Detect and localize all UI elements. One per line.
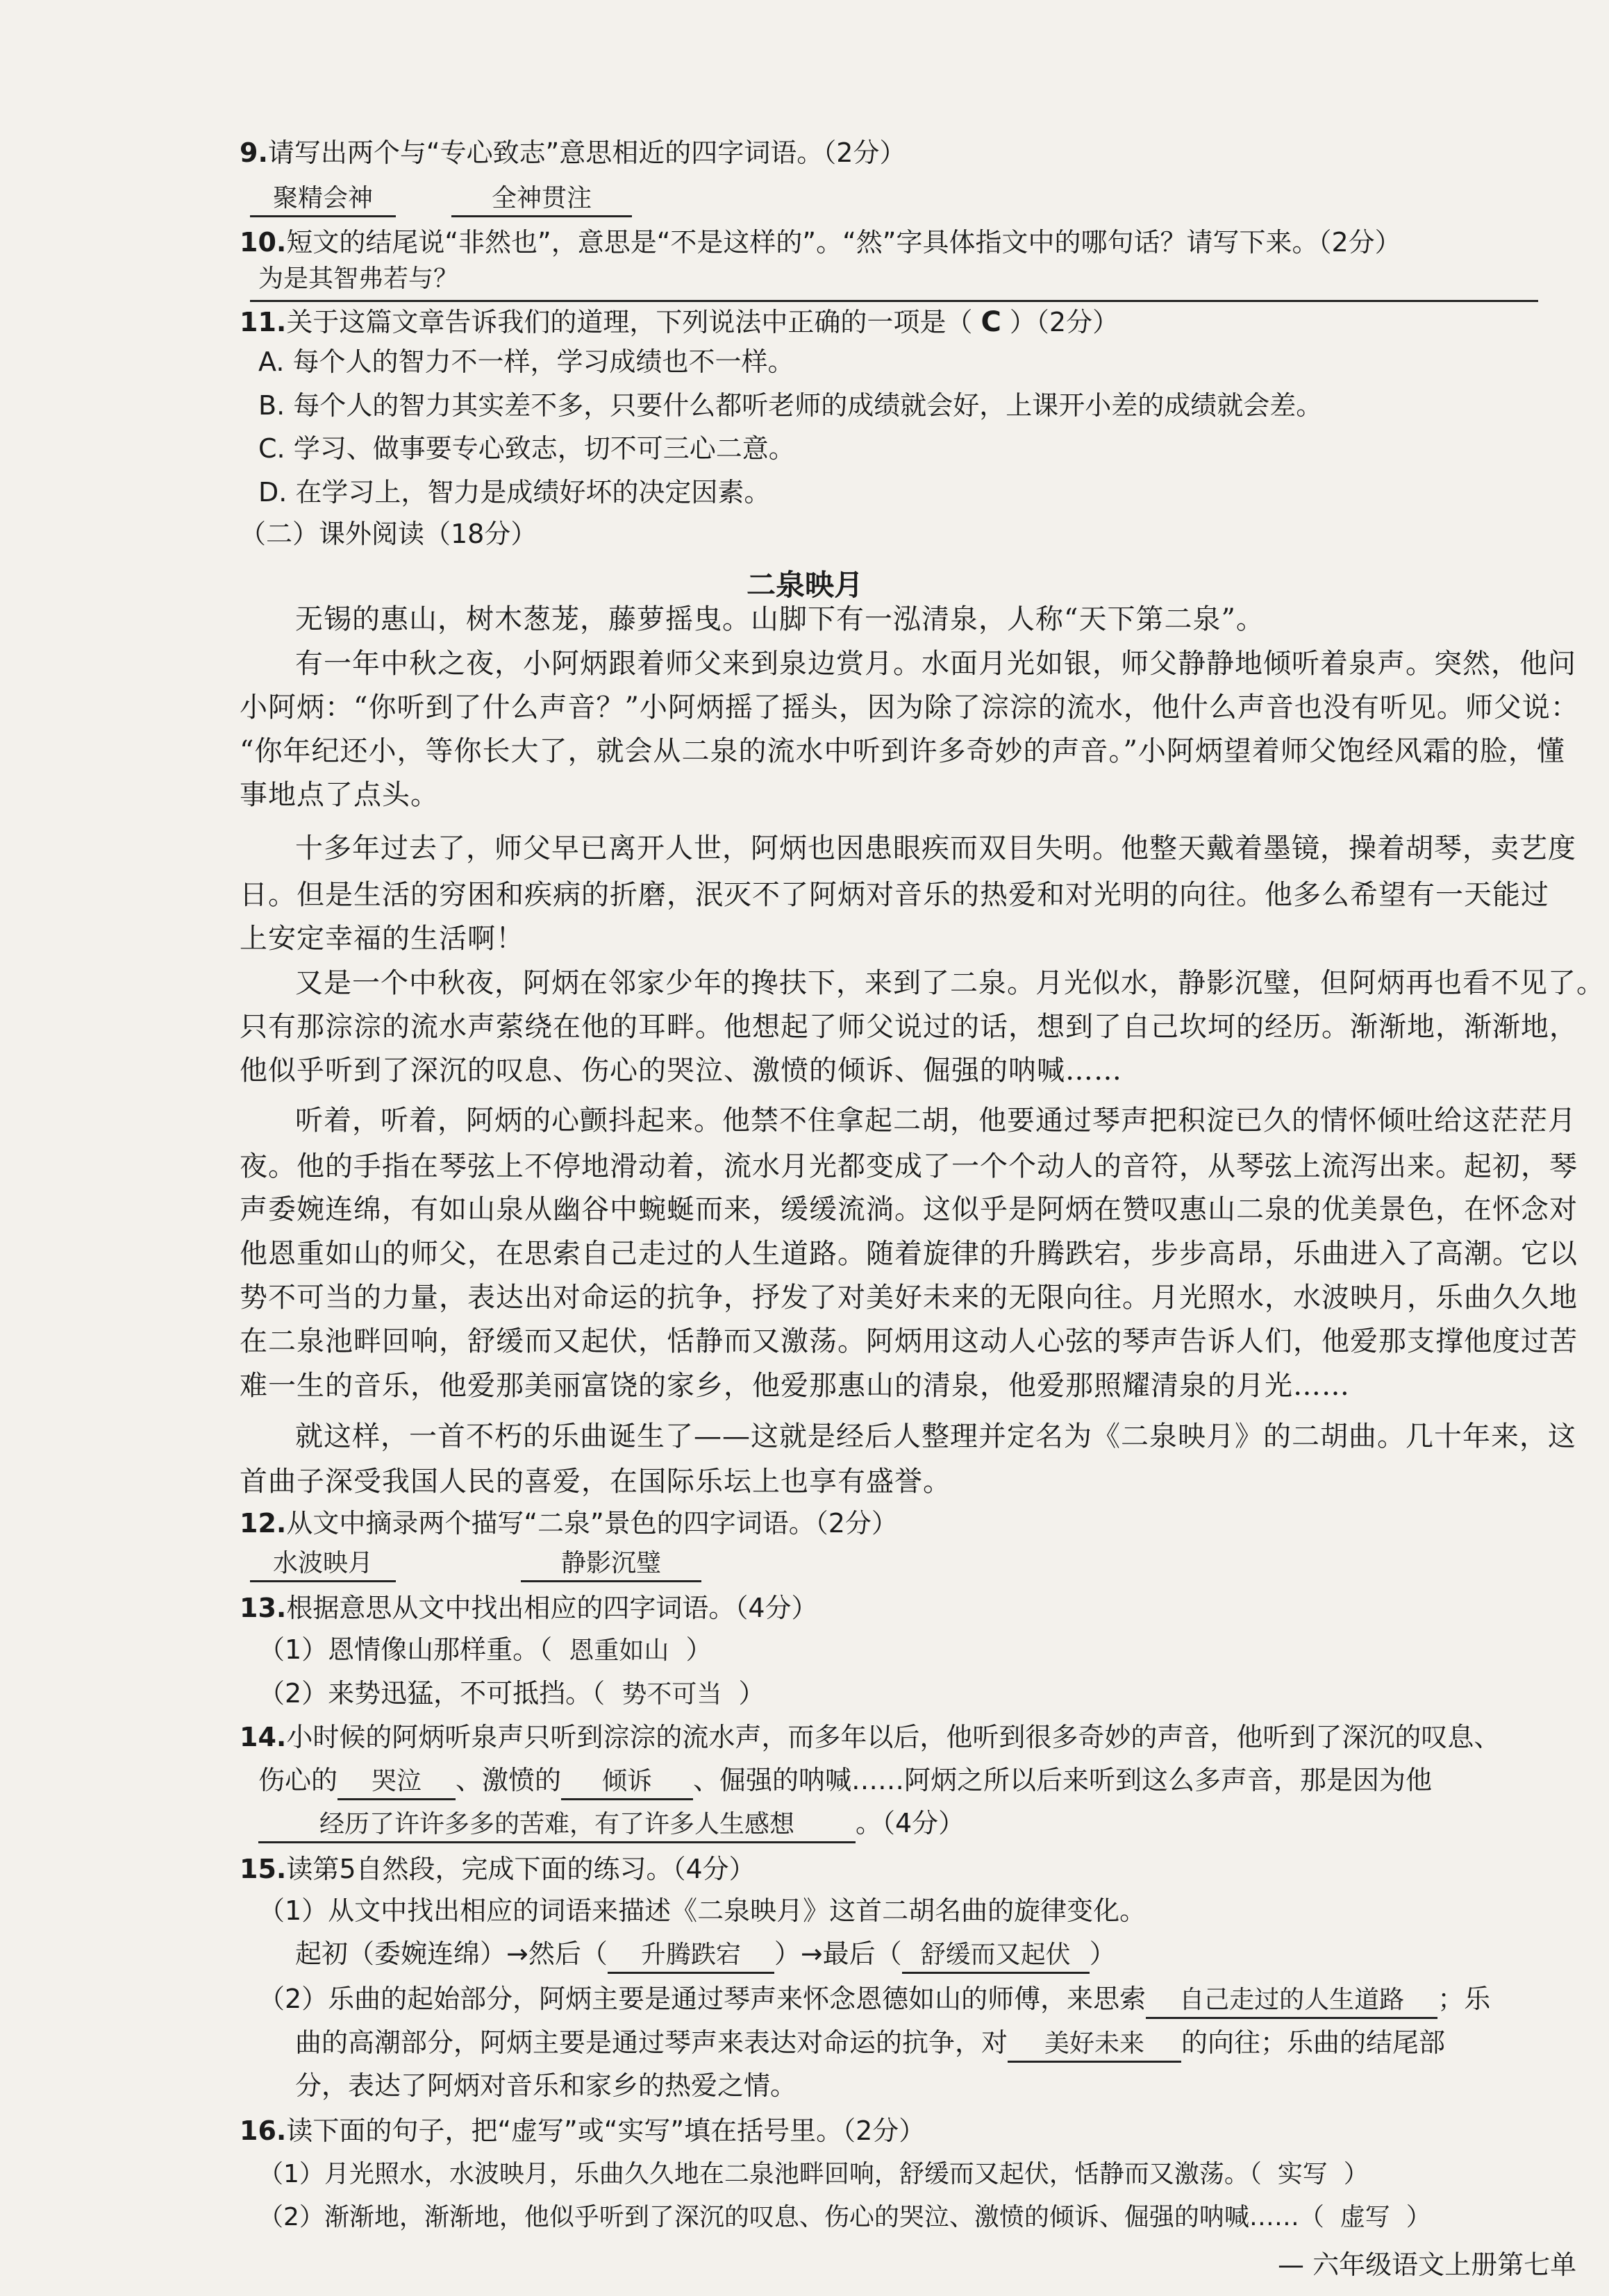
section-heading: （二）课外阅读（18分）	[240, 519, 537, 549]
passage-line: 他似乎听到了深沉的叹息、伤心的哭泣、激愤的倾诉、倔强的呐喊……	[240, 1055, 1122, 1087]
question-number: 12.	[240, 1508, 287, 1539]
question-text: 读下面的句子，把“虚写”或“实写”填在括号里。（2分）	[286, 2115, 926, 2146]
q14-blank-1: 哭泣	[337, 1765, 456, 1800]
passage-line: “你年纪还小，等你长大了，就会从二泉的流水中听到许多奇妙的声音。”小阿炳望着师父饱经风霜的脸，懂	[240, 735, 1565, 767]
q15-melody-flow: 起初（委婉连绵）→然后（ 升腾跌宕 ）→最后（ 舒缓而又起伏 ）	[295, 1937, 1116, 1974]
q15-sub-2-line-1: （2）乐曲的起始部分，阿炳主要是通过琴声来怀念恩德如山的师傅，来思索 自己走过的人生道路 ；乐	[258, 1982, 1490, 2019]
question-12	[240, 1507, 898, 1540]
q12-answer-2: 静影沉璧	[521, 1547, 701, 1582]
q9-answer-1: 聚精会神	[250, 182, 396, 217]
q15-blank-then: 升腾跌宕	[608, 1938, 774, 1974]
q16-answer-2: 虚写	[1340, 2203, 1390, 2231]
question-number: 13.	[240, 1593, 287, 1623]
page-footer: — 六年级语文上册第七单	[1278, 2249, 1577, 2280]
q14-blank-2: 倾诉	[561, 1765, 693, 1800]
q13-item-2: （2）来势迅猛，不可抵挡。（ 势不可当 ）	[258, 1678, 765, 1709]
question-number: 16.	[240, 2115, 287, 2146]
q15-sub-2-line-3: 分，表达了阿炳对音乐和家乡的热爱之情。	[295, 2070, 797, 2101]
q14-blank-3: 经历了许许多多的苦难，有了许多人生感想	[258, 1808, 856, 1843]
question-text: 读第5自然段，完成下面的练习。（4分）	[286, 1854, 756, 1884]
question-text: 短文的结尾说“非然也”，意思是“不是这样的”。“然”字具体指文中的哪句话？请写下来。（2分）	[286, 227, 1401, 258]
q15-blank-finally: 舒缓而又起伏	[902, 1938, 1090, 1974]
q16-item-1: （1）月光照水，水波映月，乐曲久久地在二泉池畔回响，舒缓而又起伏，恬静而又激荡。（ 实写 ）	[258, 2160, 1369, 2188]
passage-line: 只有那淙淙的流水声萦绕在他的耳畔。他想起了师父说过的话，想到了自己坎坷的经历。渐渐地，渐渐地，	[240, 1011, 1578, 1043]
passage-line: 十多年过去了，师父早已离开人世，阿炳也因患眼疾而双目失明。他整天戴着墨镜，操着胡琴，卖艺度	[295, 832, 1576, 864]
passage-line: 他恩重如山的师父，在思索自己走过的人生道路。随着旋律的升腾跌宕，步步高昂，乐曲进入了高潮。它以	[240, 1238, 1578, 1270]
passage-line: 又是一个中秋夜，阿炳在邻家少年的搀扶下，来到了二泉。月光似水，静影沉璧，但阿炳再也看不见了。	[295, 967, 1605, 999]
passage-line: 难一生的音乐，他爱那美丽富饶的家乡，他爱那惠山的清泉，他爱那照耀清泉的月光……	[240, 1370, 1350, 1402]
question-number: 9.	[240, 137, 268, 168]
passage-line: 在二泉池畔回响，舒缓而又起伏，恬静而又激荡。阿炳用这动人心弦的琴声告诉人们，他爱那支撑他度过苦	[240, 1325, 1578, 1357]
q11-answer: C	[981, 306, 1001, 338]
passage-line: 无锡的惠山，树木葱茏，藤萝摇曳。山脚下有一泓清泉，人称“天下第二泉”。	[295, 603, 1265, 635]
passage-line: 首曲子深受我国人民的喜爱，在国际乐坛上也享有盛誉。	[240, 1466, 951, 1498]
passage-title: 二泉映月	[747, 568, 864, 602]
question-text: 从文中摘录两个描写“二泉”景色的四字词语。（2分）	[286, 1508, 898, 1539]
passage-line: 事地点了点头。	[240, 779, 439, 811]
passage-line: 就这样，一首不朽的乐曲诞生了——这就是经后人整理并定名为《二泉映月》的二胡曲。几十年来，这	[295, 1421, 1576, 1452]
q11-option-d: D. 在学习上，智力是成绩好坏的决定因素。	[258, 477, 771, 508]
question-10	[240, 226, 1401, 259]
q16-answer-1: 实写	[1277, 2160, 1328, 2188]
q13-answer-1: 恩重如山	[569, 1636, 669, 1665]
q15-sub-2-line-2: 曲的高潮部分，阿炳主要是通过琴声来表达对命运的抗争，对 美好未来 的向往；乐曲的结尾部	[295, 2026, 1445, 2063]
passage-line: 势不可当的力量，表达出对命运的抗争，抒发了对美好未来的无限向往。月光照水，水波映月，乐曲久久地	[240, 1282, 1578, 1314]
question-number: 15.	[240, 1854, 287, 1884]
q16-item-2: （2）渐渐地，渐渐地，他似乎听到了深沉的叹息、伤心的哭泣、激愤的倾诉、倔强的呐喊……（ 虚写 ）	[258, 2203, 1431, 2231]
question-14: 14.小时候的阿炳听泉声只听到淙淙的流水声，而多年以后，他听到很多奇妙的声音，他听到了深沉的叹息、	[240, 1722, 1501, 1752]
passage-line: 有一年中秋之夜，小阿炳跟着师父来到泉边赏月。水面月光如银，师父静静地倾听着泉声。突然，他问	[295, 648, 1576, 680]
q11-option-a: A. 每个人的智力不一样，学习成绩也不一样。	[258, 346, 794, 377]
passage-line: 夜。他的手指在琴弦上不停地滑动着，流水月光都变成了一个个动人的音符，从琴弦上流泻出来。起初，琴	[240, 1150, 1578, 1182]
q11-option-b: B. 每个人的智力其实差不多，只要什么都听老师的成绩就会好，上课开小差的成绩就会差。	[258, 390, 1323, 421]
q12-answer-1: 水波映月	[250, 1547, 396, 1582]
q10-answer-line	[250, 300, 1538, 302]
question-text: 请写出两个与“专心致志”意思相近的四字词语。（2分）	[267, 137, 906, 168]
q15-blank-path: 自己走过的人生道路	[1146, 1984, 1437, 2019]
q15-blank-future: 美好未来	[1008, 2027, 1181, 2063]
q10-answer: 为是其智弗若与？	[258, 265, 459, 293]
q13-answer-2: 势不可当	[622, 1680, 722, 1709]
q11-option-c: C. 学习、做事要专心致志，切不可三心二意。	[258, 433, 795, 464]
question-16	[240, 2114, 925, 2147]
q15-sub-1: （1）从文中找出相应的词语来描述《二泉映月》这首二胡名曲的旋律变化。	[258, 1895, 1147, 1926]
passage-line: 听着，听着，阿炳的心颤抖起来。他禁不住拿起二胡，他要通过琴声把积淀已久的情怀倾吐给这茫茫月	[295, 1105, 1576, 1137]
passage-line: 声委婉连绵，有如山泉从幽谷中蜿蜒而来，缓缓流淌。这似乎是阿炳在赞叹惠山二泉的优美景色，在怀念对	[240, 1193, 1578, 1225]
passage-line: 日。但是生活的穷困和疾病的折磨，泯灭不了阿炳对音乐的热爱和对光明的向往。他多么希望有一天能过	[240, 879, 1549, 911]
q13-item-1: （1）恩情像山那样重。（ 恩重如山 ）	[258, 1634, 712, 1665]
q14-line-2: 伤心的 哭泣 、激愤的 倾诉 、倔强的呐喊……阿炳之所以后来听到这么多声音，那是因为他	[258, 1763, 1432, 1800]
question-15	[240, 1852, 756, 1886]
question-13	[240, 1591, 818, 1625]
q9-answer-2: 全神贯注	[451, 182, 632, 217]
q14-line-3: 经历了许许多多的苦难，有了许多人生感想 。（4分）	[258, 1807, 965, 1843]
passage-line: 上安定幸福的生活啊！	[240, 923, 524, 955]
question-text: 根据意思从文中找出相应的四字词语。（4分）	[286, 1593, 818, 1623]
question-number: 14.	[240, 1722, 287, 1752]
question-11: 11.关于这篇文章告诉我们的道理，下列说法中正确的一项是（ C ）（2分）	[240, 306, 1119, 338]
question-number: 10.	[240, 227, 287, 258]
question-9	[240, 136, 906, 169]
question-number: 11.	[240, 307, 287, 337]
passage-line: 小阿炳：“你听到了什么声音？”小阿炳摇了摇头，因为除了淙淙的流水，他什么声音也没有听见。师父说：	[240, 692, 1579, 723]
